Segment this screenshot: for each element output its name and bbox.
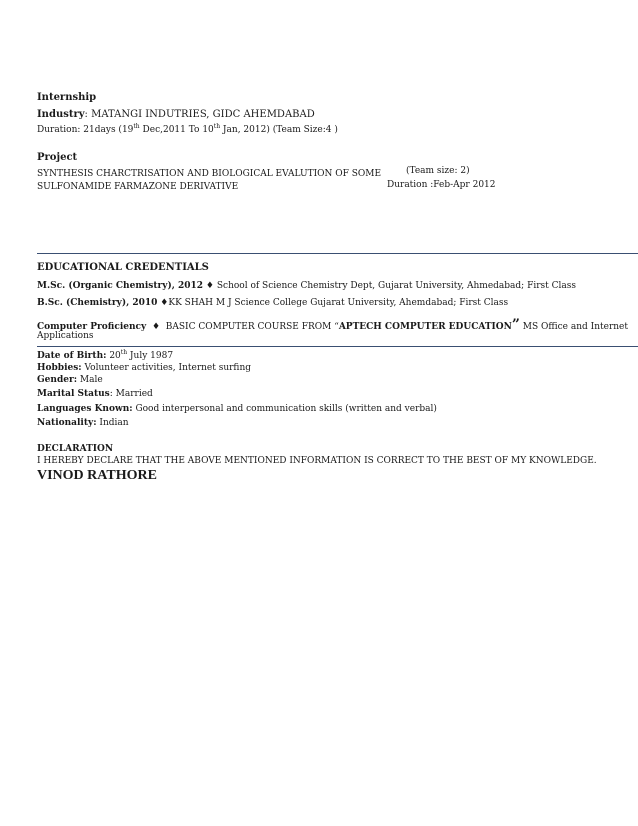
project-heading: Project xyxy=(37,152,78,163)
nationality-label: Nationality: xyxy=(37,418,97,428)
education-computer-line2: Applications xyxy=(37,331,94,341)
industry-value: : MATANGI INDUTRIES, GIDC AHEMDABAD xyxy=(84,109,315,120)
bsc-detail: KK SHAH M J Science College Gujarat University, Ahemdabad; First Class xyxy=(168,298,509,308)
education-bsc xyxy=(37,298,508,308)
personal-gender xyxy=(37,375,103,385)
msc-label: M.Sc. (Organic Chemistry), 2012 xyxy=(37,281,204,291)
duration-sup: th xyxy=(133,123,140,130)
duration-text: Duration: 21days (19 xyxy=(37,125,134,135)
declaration-text: I HEREBY DECLARE THAT THE ABOVE MENTIONED INFORMATION IS CORRECT TO THE BEST OF MY KNOWLEDGE. xyxy=(37,456,597,466)
dob-value: July 1987 xyxy=(127,351,174,361)
duration-text: Jan, 2012) (Team Size:4 ) xyxy=(220,125,338,135)
gender-value: Male xyxy=(77,375,103,385)
personal-nationality xyxy=(37,418,129,428)
marital-value: : Married xyxy=(109,389,153,399)
msc-detail: School of Science Chemistry Dept, Gujarat University, Ahmedabad; First Class xyxy=(216,281,576,291)
diamond-bullet-icon: ♦ xyxy=(151,322,161,332)
section-divider xyxy=(37,253,638,254)
computer-bold: APTECH COMPUTER EDUCATION xyxy=(338,322,512,332)
duration-sup: th xyxy=(213,123,221,130)
diamond-bullet-icon: ♦ xyxy=(160,298,169,308)
computer-text: BASIC COMPUTER COURSE FROM “ xyxy=(165,322,339,332)
duration-text: Dec,2011 To 10 xyxy=(139,125,214,135)
gender-label: Gender: xyxy=(37,375,78,385)
declaration-heading: DECLARATION xyxy=(37,444,114,454)
personal-marital xyxy=(37,389,153,399)
dob-value: 20 xyxy=(106,351,121,361)
project-title-line1: SYNTHESIS CHARCTRISATION AND BIOLOGICAL EVALUTION OF SOME xyxy=(37,169,382,179)
internship-industry xyxy=(37,109,315,120)
personal-languages xyxy=(37,404,437,414)
dob-sup: th xyxy=(120,349,128,356)
project-title-line2: SULFONAMIDE FARMAZONE DERIVATIVE xyxy=(37,182,239,192)
hobbies-label: Hobbies: xyxy=(37,363,82,373)
project-team-size: (Team size: 2) xyxy=(406,166,470,176)
internship-duration xyxy=(37,125,338,135)
diamond-bullet-icon: ♦ xyxy=(205,281,214,291)
nationality-value: Indian xyxy=(96,418,129,428)
personal-dob xyxy=(37,351,173,361)
internship-heading: Internship xyxy=(37,92,97,103)
computer-text-b: MS Office and Internet xyxy=(519,322,628,332)
bsc-label: B.Sc. (Chemistry), 2010 xyxy=(37,298,158,308)
industry-label: Industry xyxy=(37,109,85,120)
education-msc xyxy=(37,281,576,291)
dob-label: Date of Birth: xyxy=(37,351,107,361)
project-duration: Duration :Feb-Apr 2012 xyxy=(387,180,496,190)
computer-label: Computer Proficiency xyxy=(37,322,147,332)
marital-label: Marital Status xyxy=(37,389,110,399)
education-computer xyxy=(37,317,628,333)
signatory-name: VINOD RATHORE xyxy=(37,468,157,483)
section-divider xyxy=(37,346,638,347)
hobbies-value: Volunteer activities, Internet surfing xyxy=(81,363,251,373)
personal-hobbies xyxy=(37,363,251,373)
languages-label: Languages Known: xyxy=(37,404,133,414)
education-heading: EDUCATIONAL CREDENTIALS xyxy=(37,262,209,273)
computer-quote: ” xyxy=(511,317,520,333)
languages-value: Good interpersonal and communication skills (written and verbal) xyxy=(132,404,437,414)
